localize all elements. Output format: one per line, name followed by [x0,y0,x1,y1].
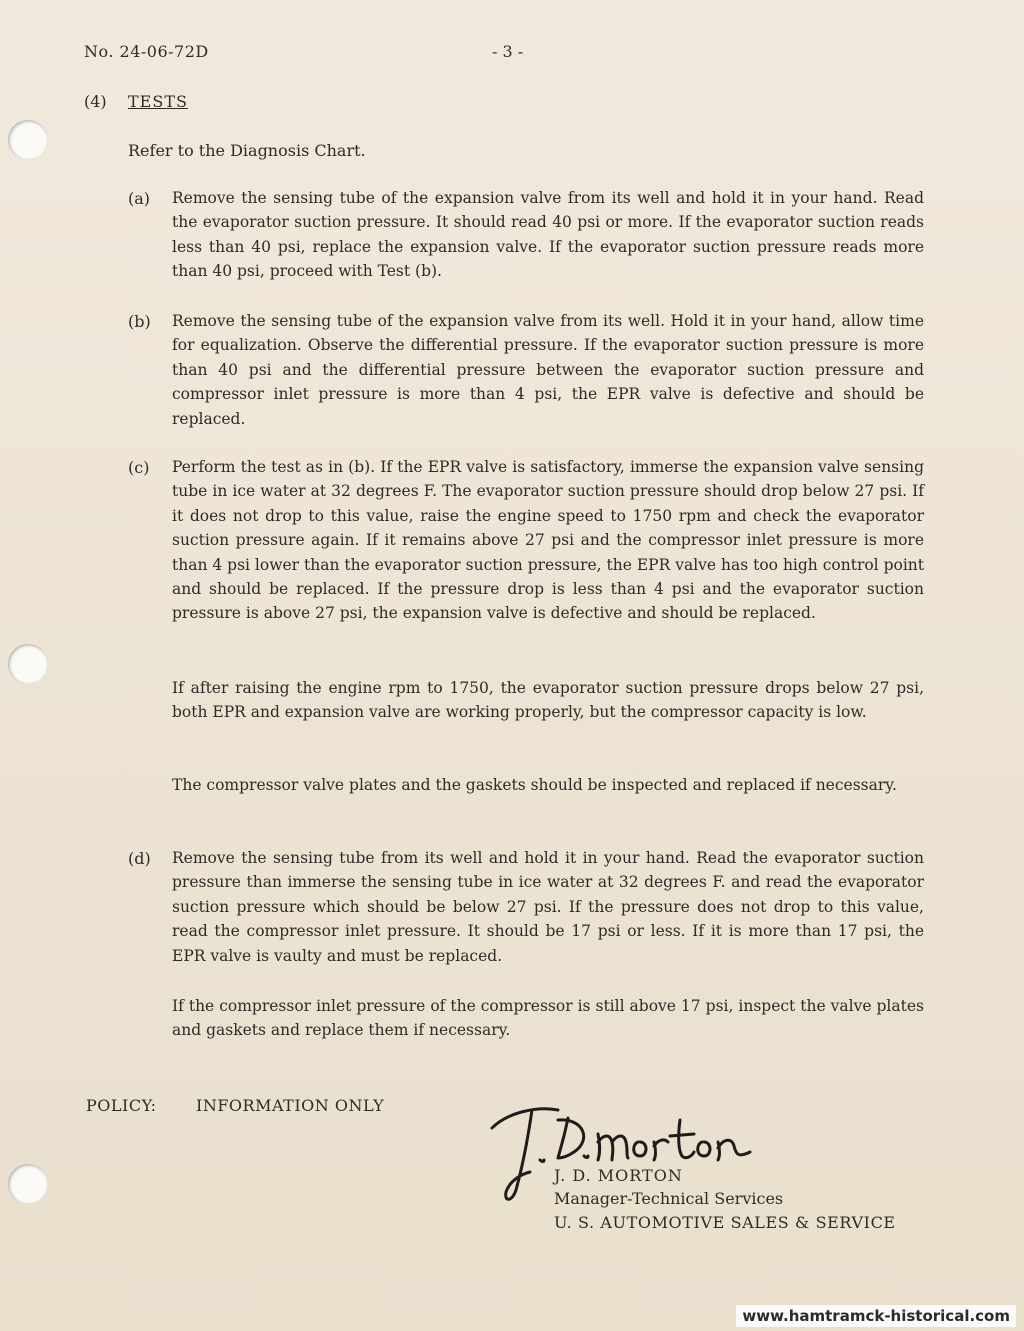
item-c-text: Perform the test as in (b). If the EPR valve is satisfactory, immerse the expansion valve sensing tube in ice water at 32 degrees F. The evaporator suction pressure should drop below 27 psi. If it does not drop to this value, raise the engine speed to 1750 rpm and check the evaporator suction pressure again. If it remains above 27 psi and the compressor inlet pressure is more than 4 psi lower than the evaporator suction pressure, the EPR valve has too high control point and should be replaced. If the pressure drop is less than 4 psi and the evaporator suction pressure is above 27 psi, the expansion valve is defective and should be replaced. [172,458,924,623]
punch-hole-middle [8,644,48,684]
item-d-label: (d) [128,849,151,868]
signatory-title: Manager-Technical Services [554,1189,784,1208]
section-title: TESTS [128,92,188,111]
item-b-text: Remove the sensing tube of the expansion valve from its well. Hold it in your hand, allow time for equalization. Observe the differential pressure. If the evaporator suction pressure is more than 40 psi and the differential pressure between the evaporator suction pressure and compressor inlet pressure is more than 4 psi, the EPR valve is defective and should be replaced. [172,312,924,428]
item-d-continuation-1: If the compressor inlet pressure of the compressor is still above 17 psi, inspect the valve plates and gaskets and replace them if necessary. [172,997,924,1040]
item-c-label: (c) [128,458,150,477]
punch-hole-top [8,120,48,160]
intro-text: Refer to the Diagnosis Chart. [128,141,366,160]
item-d-text: Remove the sensing tube from its well and hold it in your hand. Read the evaporator suction pressure than immerse the sensing tube in ice water at 32 degrees F. and read the evaporator suction pressure which should be below 27 psi. If the pressure does not drop to this value, read the compressor inlet pressure. It should be 17 psi or less. If it is more than 17 psi, the EPR valve is vaulty and must be replaced. [172,849,924,965]
page-number: - 3 - [492,42,524,61]
punch-hole-bottom [8,1164,48,1204]
item-a-text: Remove the sensing tube of the expansion valve from its well and hold it in your hand. Read the evaporator suction pressure. It should read 40 psi or more. If the evaporator suction reads less than 40 psi, replace the expansion valve. If the evaporator suction pressure reads more than 40 psi, proceed with Test (b). [172,189,924,281]
section-number: (4) [84,92,107,111]
signatory-name: J. D. MORTON [554,1166,683,1185]
company-name: U. S. AUTOMOTIVE SALES & SERVICE [554,1213,896,1232]
policy-label: POLICY: [86,1096,157,1115]
item-b-label: (b) [128,312,151,331]
item-c-continuation-2: The compressor valve plates and the gaskets should be inspected and replaced if necessary. [172,776,897,794]
policy-value: INFORMATION ONLY [196,1096,385,1115]
item-a-label: (a) [128,189,151,208]
item-c-continuation-1: If after raising the engine rpm to 1750, the evaporator suction pressure drops below 27 psi, both EPR and expansion valve are working properly, but the compressor capacity is low. [172,679,924,722]
source-watermark: www.hamtramck-historical.com [736,1305,1016,1327]
document-number: No. 24-06-72D [84,42,209,61]
